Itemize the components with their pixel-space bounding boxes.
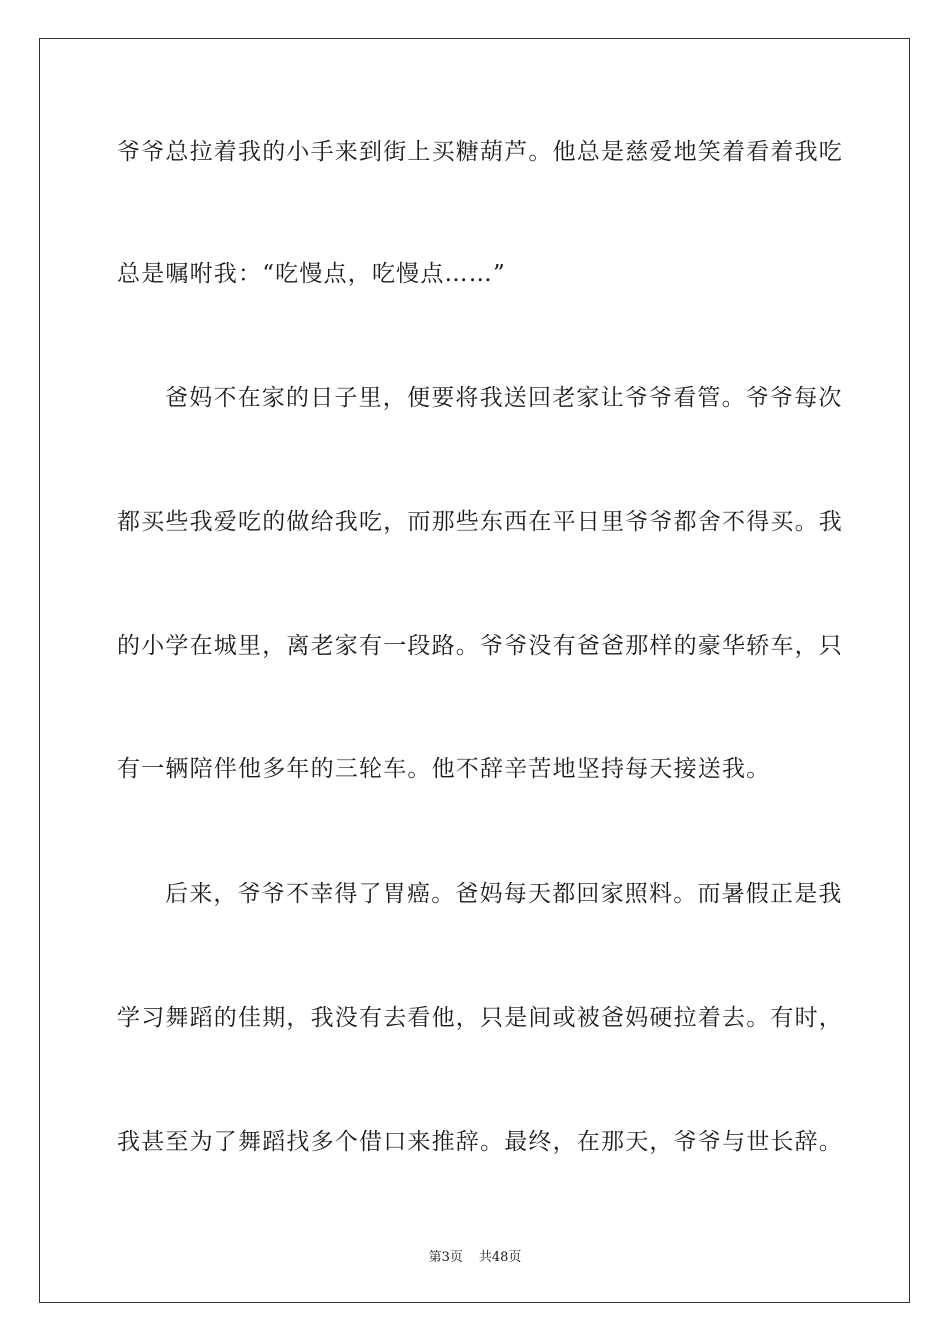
text-line-2: 总是嘱咐我：“吃慢点，吃慢点……”: [117, 261, 506, 287]
text-line-1: 爷爷总拉着我的小手来到街上买糖葫芦。他总是慈爱地笑着看着我吃: [117, 139, 843, 165]
page-total: 共48页: [478, 1250, 522, 1265]
text-line-5: 的小学在城里，离老家有一段路。爷爷没有爸爸那样的豪华轿车，只: [117, 633, 843, 659]
text-line-3: 爸妈不在家的日子里，便要将我送回老家让爷爷看管。爷爷每次: [165, 385, 843, 411]
text-line-9: 我甚至为了舞蹈找多个借口来推辞。最终，在那天，爷爷与世长辞。: [117, 1129, 843, 1155]
text-line-4: 都买些我爱吃的做给我吃，而那些东西在平日里爷爷都舍不得买。我: [117, 509, 843, 535]
text-line-6: 有一辆陪伴他多年的三轮车。他不辞辛苦地坚持每天接送我。: [117, 756, 771, 782]
page-border: [39, 38, 910, 1303]
text-line-8: 学习舞蹈的佳期，我没有去看他，只是间或被爸妈硬拉着去。有时，: [117, 1005, 843, 1031]
page-number: 第3页: [428, 1250, 463, 1265]
text-line-7: 后来，爷爷不幸得了胃癌。爸妈每天都回家照料。而暑假正是我: [165, 881, 843, 907]
page-footer: [0, 1246, 950, 1265]
